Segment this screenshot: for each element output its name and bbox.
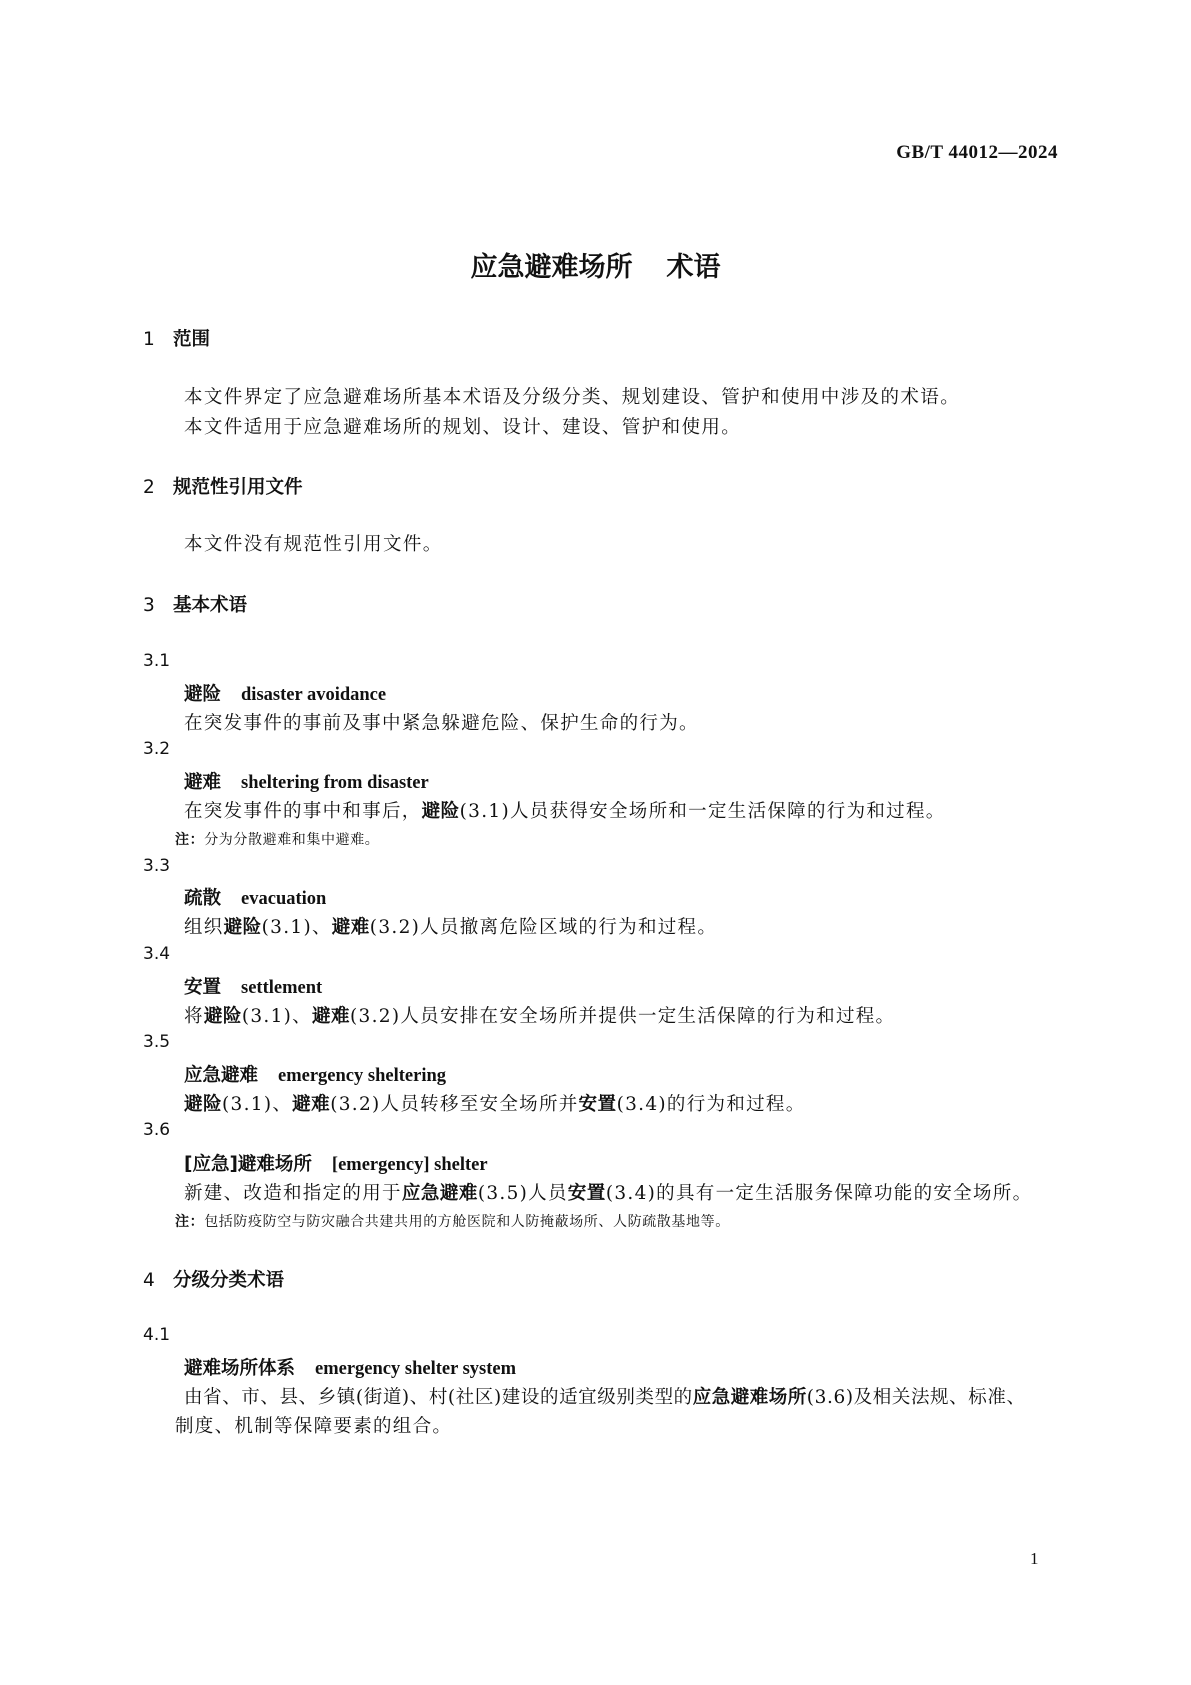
term-zh: 应急避难: [184, 1065, 259, 1086]
term-number: 3.2: [143, 739, 171, 759]
term-definition: 在突发事件的事前及事中紧急躲避危险、保护生命的行为。: [184, 713, 699, 734]
section-heading-1: [143, 325, 210, 351]
term-entry: [184, 680, 386, 706]
term-entry: [184, 973, 322, 999]
section-title: 分级分类术语: [173, 1270, 285, 1291]
term-definition: 组织避险(3.1)、避难(3.2)人员撤离危险区域的行为和过程。: [184, 917, 718, 938]
section-title: 规范性引用文件: [173, 477, 303, 498]
term-zh: 疏散: [184, 888, 222, 909]
title-part-1: 应急避难场所: [470, 252, 633, 283]
term-en: evacuation: [241, 889, 327, 909]
term-zh: 避难: [184, 772, 222, 793]
paragraph: 本文件界定了应急避难场所基本术语及分级分类、规划建设、管护和使用中涉及的术语。: [184, 387, 961, 408]
term-zh: 安置: [184, 977, 222, 998]
term-number: 3.6: [143, 1120, 171, 1140]
section-heading-2: [143, 473, 303, 499]
term-entry: [184, 1354, 516, 1380]
term-definition: 新建、改造和指定的用于应急避难(3.5)人员安置(3.4)的具有一定生活服务保障功能的安全场所。: [184, 1183, 1033, 1204]
term-number: 3.4: [143, 944, 171, 964]
section-title: 基本术语: [173, 595, 248, 616]
term-number: 3.5: [143, 1032, 171, 1052]
page-number: 1: [1030, 1549, 1039, 1568]
paragraph: 本文件没有规范性引用文件。: [184, 534, 443, 555]
document-title: [0, 245, 1191, 284]
term-definition: 将避险(3.1)、避难(3.2)人员安排在安全场所并提供一定生活保障的行为和过程。: [184, 1006, 896, 1027]
term-entry: [184, 768, 429, 794]
term-entry: [184, 1150, 488, 1176]
term-en: settlement: [241, 978, 323, 998]
section-number: 2: [143, 477, 155, 498]
term-entry: [184, 1061, 446, 1087]
term-en: emergency shelter system: [315, 1359, 517, 1379]
term-definition: 在突发事件的事中和事后，避险(3.1)人员获得安全场所和一定生活保障的行为和过程。: [184, 801, 946, 822]
term-en: disaster avoidance: [241, 685, 387, 705]
standard-code: GB/T 44012—2024: [896, 142, 1058, 163]
section-title: 范围: [173, 329, 211, 350]
term-number: 3.3: [143, 856, 171, 876]
term-number: 3.1: [143, 651, 171, 671]
section-number: 4: [143, 1270, 155, 1291]
term-zh: [应急]避难场所: [184, 1154, 312, 1175]
term-zh: 避难场所体系: [184, 1358, 296, 1379]
term-definition: 避险(3.1)、避难(3.2)人员转移至安全场所并安置(3.4)的行为和过程。: [184, 1094, 806, 1115]
title-part-2: 术语: [666, 252, 721, 283]
term-note: 注：分为分散避难和集中避难。: [175, 832, 380, 848]
section-heading-4: [143, 1266, 284, 1292]
section-heading-3: [143, 591, 247, 617]
term-en: sheltering from disaster: [241, 773, 429, 793]
term-definition: 由省、市、县、乡镇(街道)、村(社区)建设的适宜级别类型的应急避难场所(3.6)及相关法规、标准、: [184, 1387, 1026, 1408]
term-number: 4.1: [143, 1325, 171, 1345]
term-zh: 避险: [184, 684, 222, 705]
term-en: [emergency] shelter: [331, 1155, 488, 1175]
section-number: 3: [143, 595, 155, 616]
paragraph: 本文件适用于应急避难场所的规划、设计、建设、管护和使用。: [184, 417, 742, 438]
term-entry: [184, 884, 326, 910]
section-number: 1: [143, 329, 155, 350]
term-en: emergency sheltering: [278, 1066, 446, 1086]
term-note: 注：包括防疫防空与防灾融合共建共用的方舱医院和人防掩蔽场所、人防疏散基地等。: [175, 1214, 730, 1230]
term-definition-continued: 制度、机制等保障要素的组合。: [175, 1416, 453, 1437]
